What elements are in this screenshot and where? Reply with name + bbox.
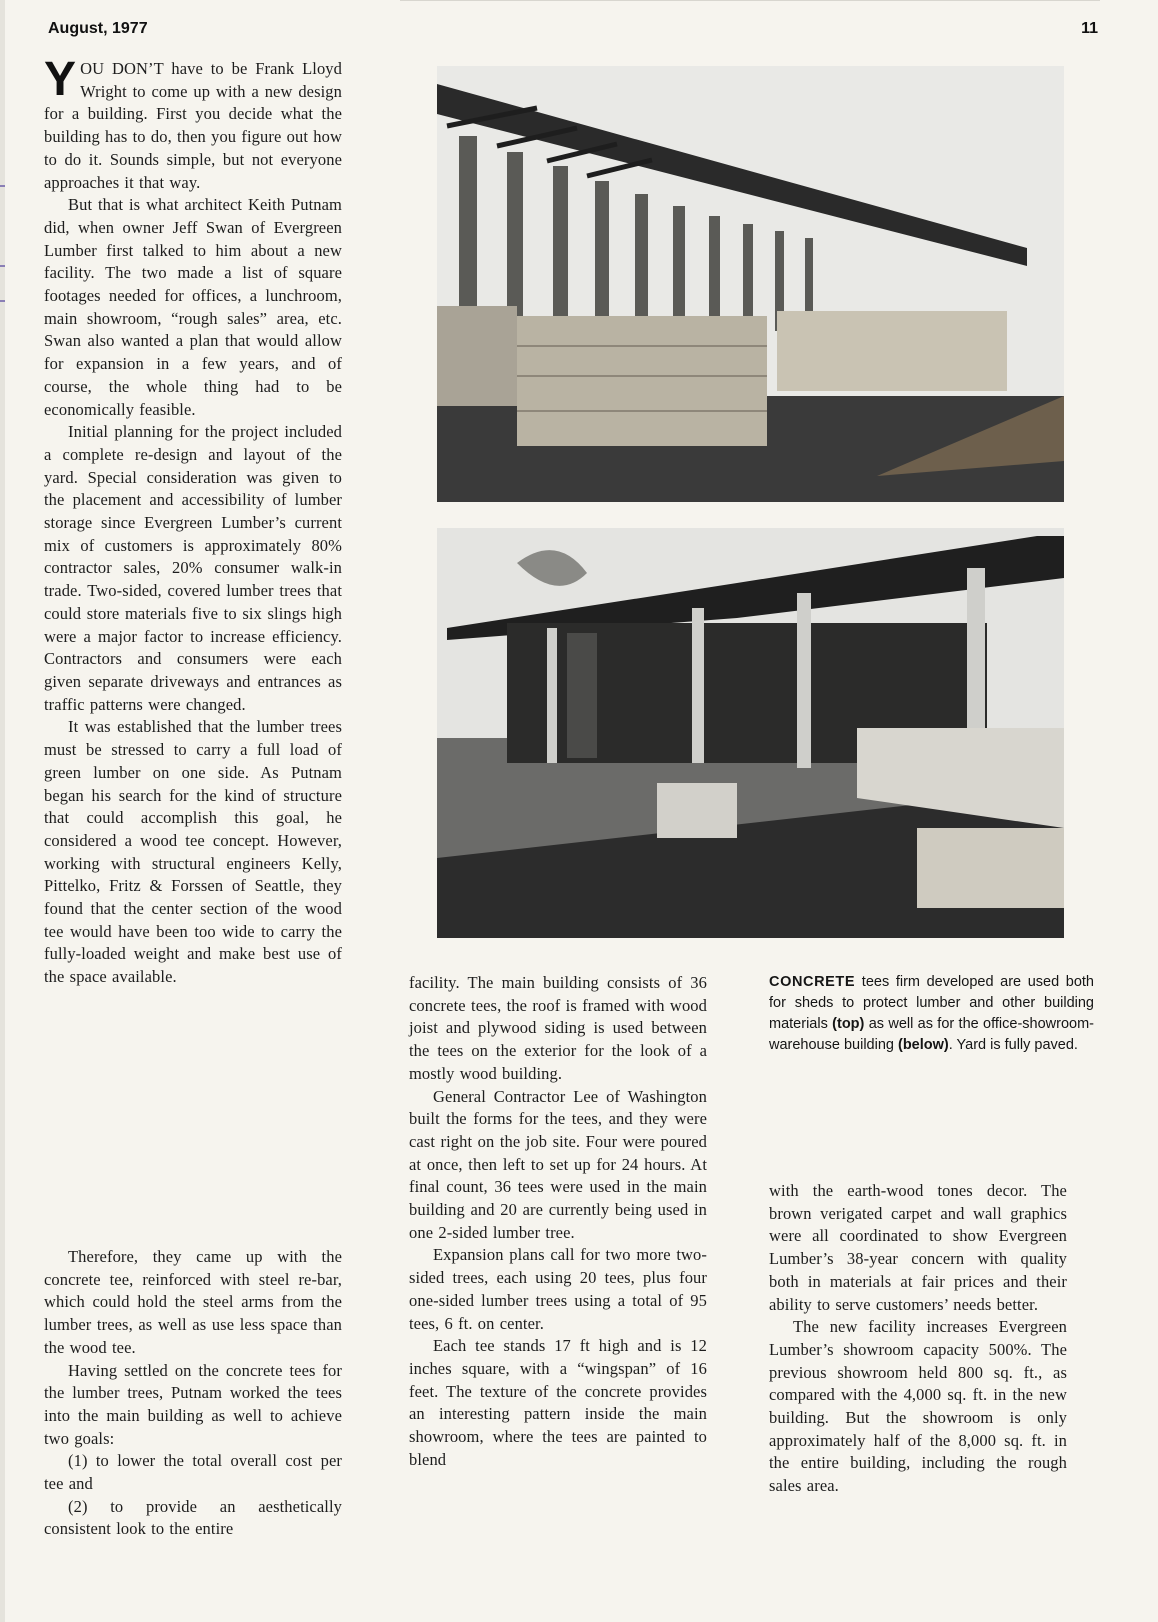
photo-showroom-building: [437, 528, 1064, 938]
edge-mark: [0, 300, 5, 302]
paragraph-11: Expansion plans call for two more two-sided trees, each using 20 tees, plus four one-sided lumber trees using a total of 95 tees, 6 ft. on center.: [409, 1245, 707, 1333]
paragraph-2: But that is what architect Keith Putnam did, when owner Jeff Swan of Evergreen Lumber first talked to him about a new facility. The two made a list of square footages needed for offices, a lunchroom, main showroom, “rough sales” area, etc. Swan also wanted a plan that would allow for expansion in a few years, and of course, the whole thing had to be economically feasible.: [44, 195, 342, 419]
photo-lumber-shed: [437, 66, 1064, 502]
drop-cap: Y: [44, 53, 77, 106]
edge-mark: [0, 185, 5, 187]
caption-lead: CONCRETE: [769, 974, 856, 990]
column-1: [44, 53, 342, 989]
top-rule: [400, 0, 1100, 1]
column-1-continued: [44, 1246, 342, 1541]
photo-caption: CONCRETE tees firm developed are used both for sheds to protect lumber and other building materials (top) as well as for the office-showroom-warehouse building (below). Yard is fully paved.: [769, 974, 1094, 1053]
paragraph-4: It was established that the lumber trees must be stressed to carry a full load of green lumber on one side. As Putnam began his search for the kind of structure that could accomplish this goal, he considered a wood tee concept. However, working with structural engineers Kelly, Pittelko, Fritz & Forssen of Seattle, they found that the center section of the wood tee would have been too wide to carry the fully-loaded weight and make best use of the space available.: [44, 717, 342, 987]
edge-mark: [0, 265, 5, 267]
paragraph-12: Each tee stands 17 ft high and is 12 inches square, with a “wingspan” of 16 feet. The texture of the concrete provides an interesting pattern inside the main showroom, where the tees are painted to blend: [409, 1336, 707, 1469]
paragraph-10: General Contractor Lee of Washington built the forms for the tees, and they were cast right on the job site. Four were poured at once, then left to set up for 24 hours. At final count, 36 tees were used in the main building and 20 are currently being used in one 2-sided lumber tree.: [409, 1086, 707, 1242]
paragraph-5: Therefore, they came up with the concrete tee, reinforced with steel re-bar, which could hold the steel arms from the lumber trees, as well as use less space than the wood tee.: [44, 1247, 342, 1357]
paragraph-13: with the earth-wood tones decor. The brown verigated carpet and wall graphics were all coordinated to show Evergreen Lumber’s 38-year concern with quality both in materials at fair prices and their ability to serve customers’ needs better.: [769, 1181, 1067, 1314]
paragraph-3: Initial planning for the project included a complete re-design and layout of the yard. Special consideration was given to the placement and accessibility of lumber storage since Evergreen Lumber’s current mix of customers is approximately 80% contractor sales, 20% consumer walk-in trade. Two-sided, covered lumber trees that could store materials five to six slings high were a major factor to increase efficiency. Contractors and consumers were each given separate driveways and entrances as traffic patterns were changed.: [44, 422, 342, 714]
paragraph-7: (1) to lower the total overall cost per tee and: [44, 1451, 342, 1494]
column-2: [409, 972, 707, 1471]
column-3: [769, 1180, 1067, 1498]
paragraph-9: facility. The main building consists of 36 concrete tees, the roof is framed with wood joist and plywood siding is used between the tees on the exterior for the look of a mostly wood building.: [409, 973, 707, 1083]
issue-date: August, 1977: [48, 20, 148, 37]
paragraph-14: The new facility increases Evergreen Lumber’s showroom capacity 500%. The previous showroom held 800 sq. ft., as compared with the 4,000 sq. ft. in the new building. But the showroom is only approximately half of the 8,000 sq. ft. in the entire building, including the rough sales area.: [769, 1317, 1067, 1496]
page-number: 11: [1081, 20, 1098, 37]
page-edge: [0, 0, 5, 1622]
paragraph-1: YOU DON’T have to be Frank Lloyd Wright to come up with a new design for a building. First you decide what the building has to do, then you figure out how to do it. Sounds simple, but not everyone approaches it that way.: [44, 53, 342, 192]
paragraph-8: (2) to provide an aesthetically consistent look to the entire: [44, 1496, 342, 1539]
paragraph-6: Having settled on the concrete tees for the lumber trees, Putnam worked the tees into the main building as well to achieve two goals:: [44, 1360, 342, 1448]
